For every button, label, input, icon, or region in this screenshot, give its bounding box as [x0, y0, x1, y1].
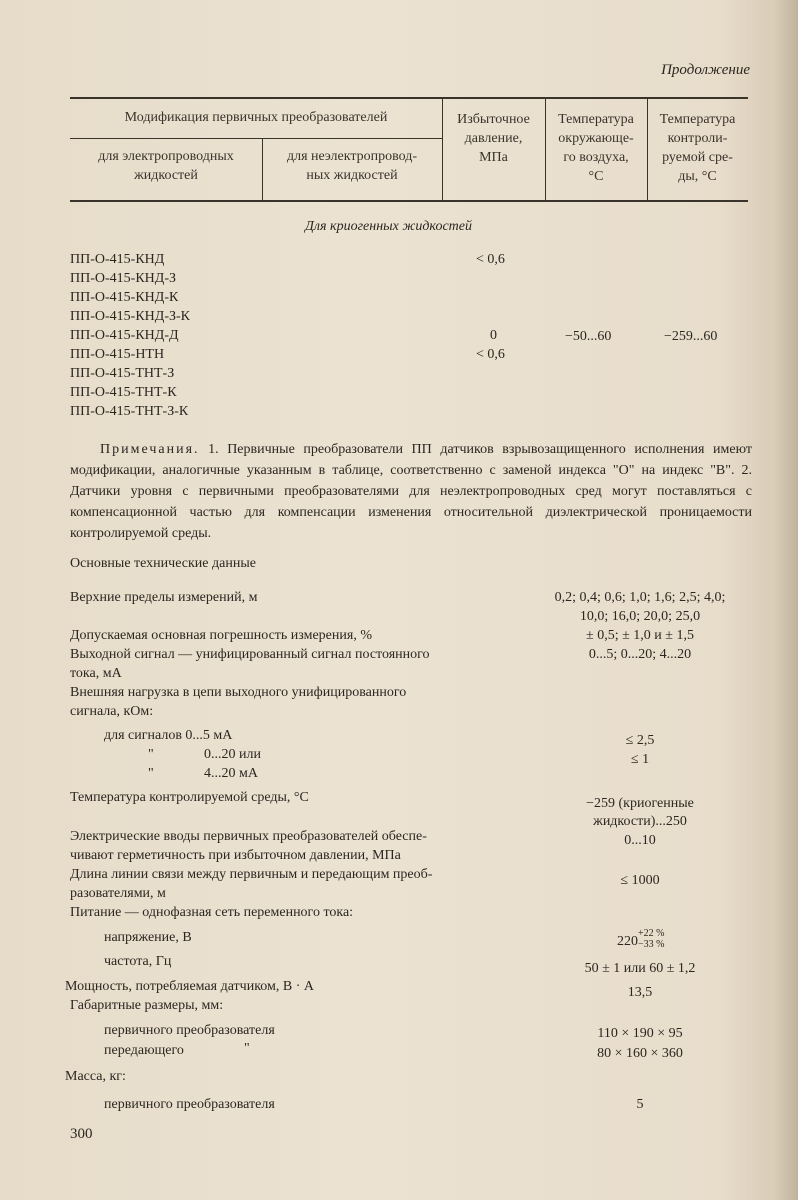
header-conductive — [70, 147, 262, 185]
mass-label: Масса, кг: — [65, 1069, 126, 1084]
model-row: ПП-О-415-НТН — [70, 347, 165, 362]
header-conductive-line-2: жидкостей — [134, 168, 198, 183]
header-medium-line-2: контроли- — [667, 131, 728, 146]
temp-value-1: −259 (криогенные — [586, 796, 694, 811]
header-conductive-line-1: для электропроводных — [98, 149, 234, 164]
header-ambient-line-2: окружающе- — [558, 131, 634, 146]
voltage-value — [617, 928, 664, 950]
inputs-value: 0...10 — [624, 833, 656, 848]
header-modification: Модификация первичных преобразователей — [124, 110, 388, 125]
header-medium-line-1: Температура — [659, 112, 736, 127]
model-row: ПП-О-415-КНД-З — [70, 271, 176, 286]
header-ambient-line-1: Температура — [558, 112, 634, 127]
dims-primary-value: 110 × 190 × 95 — [597, 1026, 683, 1041]
mass-primary-label: первичного преобразователя — [104, 1097, 275, 1112]
voltage-minus: −33 % — [638, 939, 665, 950]
notes-paragraph — [70, 439, 752, 544]
model-row: ПП-О-415-КНД — [70, 252, 165, 267]
header-pressure — [442, 110, 545, 167]
model-row: ПП-О-415-КНД-Д — [70, 328, 179, 343]
header-ambient-temp — [545, 110, 647, 186]
power-consumption-label: Мощность, потребляемая датчиком, В · А — [65, 979, 314, 994]
upper-limits-value-1: 0,2; 0,4; 0,6; 1,0; 1,6; 2,5; 4,0; — [554, 590, 726, 605]
header-nonconductive-line-2: ных жидкостей — [306, 168, 398, 183]
error-label: Допускаемая основная погрешность измерения, % — [70, 628, 372, 643]
header-nonconductive-line-1: для неэлектропровод- — [286, 149, 417, 164]
model-row: ПП-О-415-ТНТ-К — [70, 385, 177, 400]
dims-transmitter-value: 80 × 160 × 360 — [597, 1046, 683, 1061]
power-supply-label: Питание — однофазная сеть переменного тока: — [70, 905, 354, 920]
load-signal-3-ditto: " — [148, 766, 154, 781]
inputs-label-2: чивают герметичность при избыточном давлении, МПа — [70, 848, 401, 863]
header-nonconductive — [262, 147, 442, 185]
header-medium-line-3: руемой сре- — [662, 150, 733, 165]
model-row: ПП-О-415-КНД-З-К — [70, 309, 190, 324]
tech-data-title: Основные технические данные — [70, 556, 256, 571]
ambient-temp-value: −50...60 — [565, 329, 612, 344]
dims-transmitter-ditto: " — [244, 1041, 250, 1056]
load-signal-2: 0...20 или — [204, 747, 261, 762]
output-label-2: тока, мА — [70, 666, 122, 681]
mass-primary-value: 5 — [636, 1097, 644, 1112]
table-bottom-rule — [70, 200, 748, 202]
line-value: ≤ 1000 — [620, 873, 660, 888]
section-title-cryogenic: Для криогенных жидкостей — [305, 219, 472, 234]
header-medium-temp — [647, 110, 748, 186]
frequency-label: частота, Гц — [104, 954, 172, 969]
continued-label: Продолжение — [661, 62, 750, 78]
power-consumption-value: 13,5 — [627, 985, 653, 1000]
header-pressure-line-3: МПа — [479, 150, 508, 165]
voltage-tolerance — [638, 928, 664, 950]
load-label-1: Внешняя нагрузка в цепи выходного унифицированного — [70, 685, 407, 700]
load-value-2: ≤ 1 — [630, 752, 650, 767]
model-row: ПП-О-415-ТНТ-З-К — [70, 404, 189, 419]
header-pressure-line-1: Избыточное — [457, 112, 530, 127]
page-number: 300 — [70, 1126, 93, 1142]
voltage-base: 220 — [617, 934, 638, 949]
output-value: 0...5; 0...20; 4...20 — [588, 647, 692, 662]
model-row: ПП-О-415-КНД-К — [70, 290, 179, 305]
load-value-1: ≤ 2,5 — [625, 733, 655, 748]
line-label-2: разователями, м — [70, 886, 166, 901]
model-row: ПП-О-415-ТНТ-З — [70, 366, 175, 381]
medium-temp-value: −259...60 — [664, 329, 718, 344]
header-medium-line-4: ды, °С — [678, 169, 717, 184]
temp-label: Температура контролируемой среды, °С — [70, 790, 309, 805]
pressure-value-1: < 0,6 — [476, 252, 505, 267]
header-ambient-line-4: °С — [588, 169, 604, 184]
load-signal-1: для сигналов 0...5 мА — [104, 728, 233, 743]
dimensions-label: Габаритные размеры, мм: — [70, 998, 224, 1013]
notes-text: 1. Первичные преобразователи ПП датчиков взрывозащищенного исполнения имеют модификации, аналогичные указанным в таблице, соответственно с заменой индекса "О" на индекс "В". 2. Датчики уровня с первичными преобразователями для неэлектропроводных сред могут поставляться с компенсационной частью для компенсации изменения относительной диэлектрической проницаемости контролируемой среды. — [70, 442, 752, 541]
dims-transmitter-label: передающего — [104, 1043, 184, 1058]
inputs-label-1: Электрические вводы первичных преобразователей обеспе- — [70, 829, 427, 844]
voltage-plus: +22 % — [638, 928, 665, 939]
temp-value-2: жидкости)...250 — [593, 814, 687, 829]
header-pressure-line-2: давление, — [464, 131, 523, 146]
pressure-value-3: < 0,6 — [476, 347, 505, 362]
load-signal-2-ditto: " — [148, 747, 154, 762]
error-value: ± 0,5; ± 1,0 и ± 1,5 — [586, 628, 694, 643]
load-signal-3: 4...20 мА — [204, 766, 258, 781]
load-label-2: сигнала, кОм: — [70, 704, 154, 719]
upper-limits-label: Верхние пределы измерений, м — [70, 590, 258, 605]
frequency-value: 50 ± 1 или 60 ± 1,2 — [584, 961, 696, 976]
header-ambient-line-3: го воздуха, — [563, 150, 629, 165]
upper-limits-value-2: 10,0; 16,0; 20,0; 25,0 — [579, 609, 701, 624]
notes-lead: Примечания. — [100, 442, 200, 457]
table-mid-rule — [70, 138, 442, 139]
line-label-1: Длина линии связи между первичным и передающим преоб- — [70, 867, 433, 882]
output-label-1: Выходной сигнал — унифицированный сигнал постоянного — [70, 647, 430, 662]
pressure-value-2: 0 — [490, 328, 497, 343]
voltage-label: напряжение, В — [104, 930, 192, 945]
dims-primary-label: первичного преобразователя — [104, 1023, 275, 1038]
